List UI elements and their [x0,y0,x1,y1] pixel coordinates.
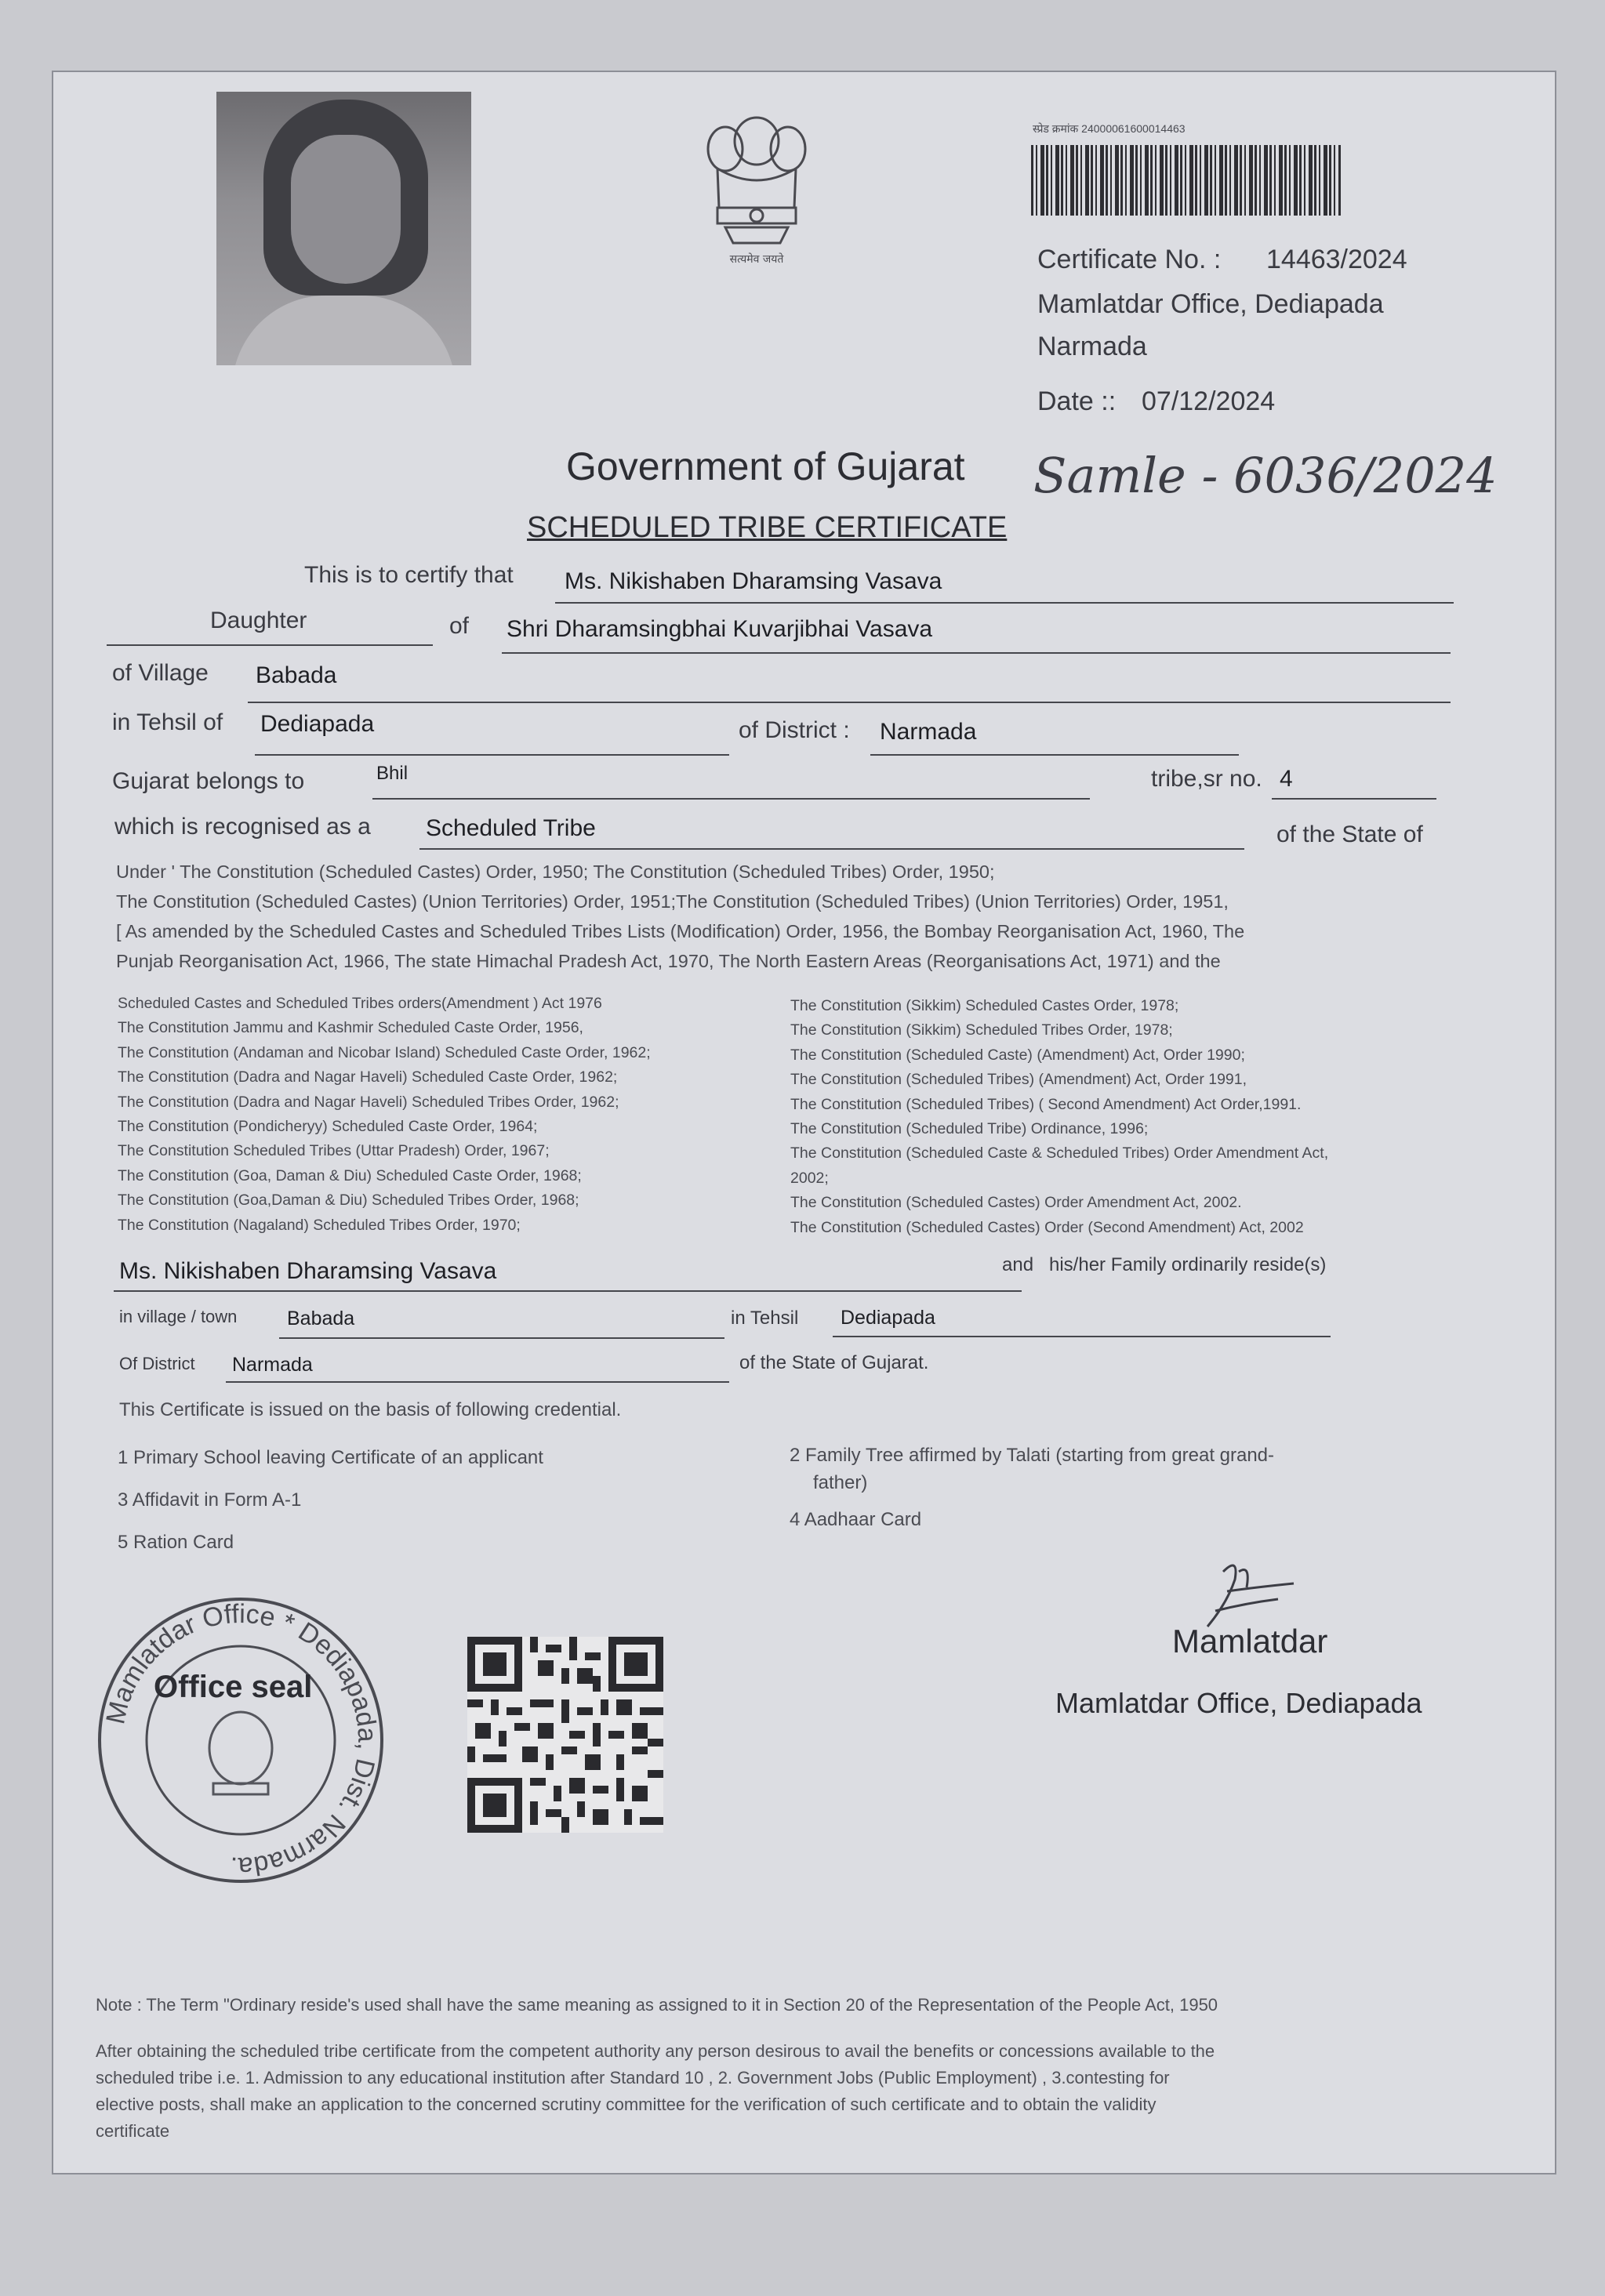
village-label: of Village [112,660,209,686]
law-list-item: 2002; [790,1169,829,1187]
law-list-item: The Constitution (Scheduled Tribe) Ordinance, 1996; [790,1120,1149,1138]
residence-district: Narmada [232,1354,313,1376]
tribe-sr-label: tribe,sr no. [1151,766,1262,792]
national-emblem-icon [694,106,819,270]
qr-code [467,1637,663,1833]
credential-item: 1 Primary School leaving Certificate of an applicant [118,1447,543,1468]
footer-paragraph [96,2038,1562,2145]
law-list-item: The Constitution (Sikkim) Scheduled Tribes Order, 1978; [790,1021,1173,1039]
certificate-no: 14463/2024 [1266,245,1407,274]
district-value: Narmada [880,719,977,745]
residence-village: Babada [287,1308,355,1329]
relation: Daughter [210,608,307,633]
credential-item: 4 Aadhaar Card [790,1509,922,1530]
certify-label: This is to certify that [304,562,514,588]
law-list-item: The Constitution (Scheduled Tribes) ( Second Amendment) Act Order,1991. [790,1095,1302,1113]
law-list-item: The Constitution (Nagaland) Scheduled Tribes Order, 1970; [118,1216,521,1234]
residence-and-label: and [1002,1254,1034,1275]
signatory-office: Mamlatdar Office, Dediapada [1055,1687,1422,1719]
law-list-item: The Constitution (Pondicheryy) Scheduled Caste Order, 1964; [118,1118,538,1136]
law-list-item: The Constitution (Sikkim) Scheduled Castes Order, 1978; [790,997,1179,1014]
tehsil-value: Dediapada [260,711,375,737]
law-list-item: The Constitution (Dadra and Nagar Haveli) Scheduled Caste Order, 1962; [118,1068,618,1086]
law-line: The Constitution (Scheduled Castes) (Union Territories) Order, 1951;The Constitution (Scheduled Tribes) (Union Territories) Order, 1951, [116,891,1229,912]
law-list-item: The Constitution (Scheduled Caste) (Amendment) Act, Order 1990; [790,1046,1245,1064]
law-list-item: The Constitution (Scheduled Tribes) (Amendment) Act, Order 1991, [790,1071,1247,1089]
residence-tehsil: Dediapada [841,1307,935,1329]
credentials-intro: This Certificate is issued on the basis of following credential. [119,1399,622,1420]
credential-item: father) [813,1472,868,1493]
law-list-item: Scheduled Castes and Scheduled Tribes orders(Amendment ) Act 1976 [118,995,602,1012]
residence-tehsil-label: in Tehsil [731,1308,799,1329]
certificate-no-label: Certificate No. : [1037,245,1222,274]
office-line1: Mamlatdar Office, Dediapada [1037,289,1384,319]
residence-village-label: in village / town [119,1307,238,1326]
residence-name: Ms. Nikishaben Dharamsing Vasava [119,1258,497,1284]
handwritten-note-text: Samle - 6036/2024 [1033,447,1498,504]
footer-note: Note : The Term "Ordinary reside's used shall have the same meaning as assigned to it in Section 20 of the Representation of the People Act, 1950 [96,1995,1218,2015]
residence-reside-label: his/her Family ordinarily reside(s) [1049,1254,1327,1275]
law-list-right [790,994,1480,1240]
law-list-item: The Constitution (Goa,Daman & Diu) Scheduled Tribes Order, 1968; [118,1192,579,1210]
footer-line: scheduled tribe i.e. 1. Admission to any educational institution after Standard 10 , 2. Government Jobs (Public Employment) , 3.contesting for [96,2068,1170,2087]
handwritten-note [1033,436,1510,510]
law-line: [ As amended by the Scheduled Castes and Scheduled Tribes Lists (Modification) Order, 1956, the Bombay Reorganisation Act, 1960, The [116,921,1245,941]
barcode-label: स्प्रेड क्रमांक 24000061600014463 [1033,122,1186,135]
district-label: of District : [739,717,850,743]
footer-line: elective posts, shall make an application to the concerned scrutiny committee for the verification of such certificate and to obtain the validity [96,2095,1157,2114]
office-line2: Narmada [1037,332,1147,361]
signatory-title: Mamlatdar [1172,1623,1328,1659]
law-list-item: The Constitution (Scheduled Castes) Order Amendment Act, 2002. [790,1194,1242,1212]
law-list-item: The Constitution Scheduled Tribes (Uttar Pradesh) Order, 1967; [118,1142,550,1160]
law-line: Punjab Reorganisation Act, 1966, The state Himachal Pradesh Act, 1970, The North Eastern Areas (Reorganisations Act, 1971) and the [116,951,1221,971]
barcode [1031,145,1341,216]
seal-ring-text: Mamlatdar Office * Dediapada, Dist. Narmada. [100,1598,383,1882]
father-name: Shri Dharamsingbhai Kuvarjibhai Vasava [507,616,933,642]
residence-district-label: Of District [119,1354,195,1373]
tribe-sr-no: 4 [1280,766,1293,792]
residence-state-label: of the State of Gujarat. [739,1352,929,1373]
of-label: of [449,613,470,639]
certificate-type-title: SCHEDULED TRIBE CERTIFICATE [527,511,1008,544]
law-list-item: The Constitution Jammu and Kashmir Scheduled Caste Order, 1956, [118,1019,583,1037]
applicant-photo [216,92,471,365]
law-list-item: The Constitution (Scheduled Caste & Scheduled Tribes) Order Amendment Act, [790,1144,1329,1163]
date-label: Date :: [1037,386,1117,416]
footer-line: After obtaining the scheduled tribe certificate from the competent authority any person desirous to avail the benefits or concessions available to the [96,2041,1215,2061]
recognised-label: which is recognised as a [114,814,371,840]
footer-line: certificate [96,2121,170,2141]
state-of-label: of the State of [1276,822,1423,847]
law-list-item: The Constitution (Goa, Daman & Diu) Scheduled Caste Order, 1968; [118,1166,582,1184]
law-list-item: The Constitution (Dadra and Nagar Haveli) Scheduled Tribes Order, 1962; [118,1093,619,1111]
applicant-name: Ms. Nikishaben Dharamsing Vasava [565,568,942,594]
seal-label: Office seal [154,1670,313,1704]
government-title: Government of Gujarat [566,444,965,488]
date-value: 07/12/2024 [1142,386,1276,416]
village-value: Babada [256,662,337,688]
law-paragraph [116,857,1465,976]
belongs-label: Gujarat belongs to [112,768,305,794]
law-line: Under ' The Constitution (Scheduled Castes) Order, 1950; The Constitution (Scheduled Tribes) Order, 1950; [116,861,995,882]
credential-item: 3 Affidavit in Form A-1 [118,1489,302,1511]
tehsil-label: in Tehsil of [112,709,223,735]
law-list-item: The Constitution (Andaman and Nicobar Island) Scheduled Caste Order, 1962; [118,1043,651,1061]
law-list-item: The Constitution (Scheduled Castes) Order (Second Amendment) Act, 2002 [790,1218,1304,1236]
recognised-as: Scheduled Tribe [426,815,596,841]
emblem-caption: सत्यमेव जयते [729,253,784,266]
credential-item: 5 Ration Card [118,1532,234,1553]
tribe-value: Bhil [376,763,409,784]
law-list-left [118,992,784,1238]
office-seal [92,1591,390,1889]
credential-item: 2 Family Tree affirmed by Talati (starting from great grand- [790,1445,1275,1466]
